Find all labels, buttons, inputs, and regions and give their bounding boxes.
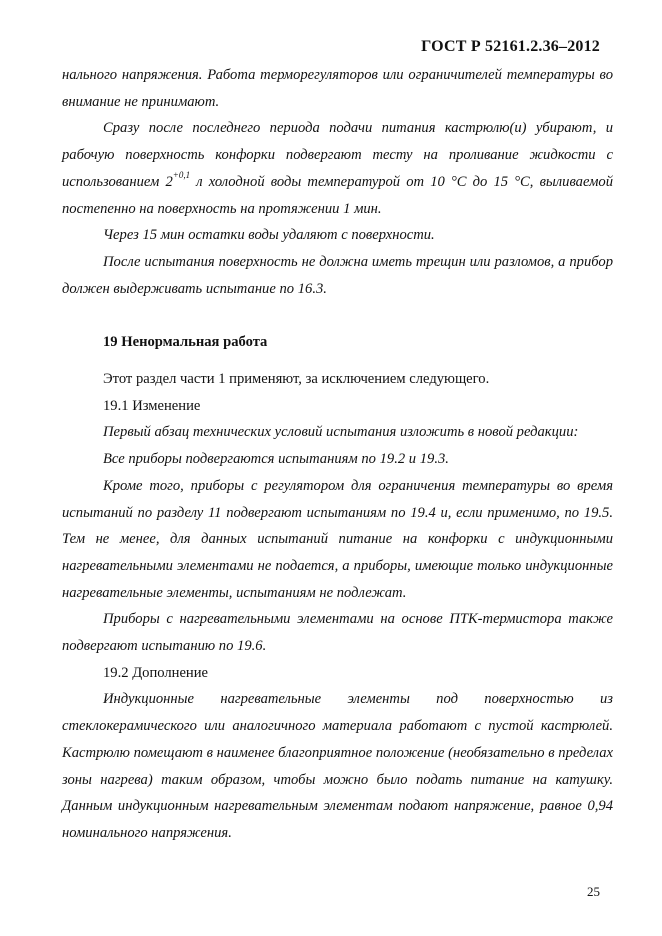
section-heading: 19 Ненормальная работа — [103, 334, 268, 351]
subsection-heading-addition: 19.2 Дополнение — [103, 664, 209, 681]
paragraph-first-paragraph-note: Первый абзац технических условий испытания изложить в новой редакции: — [103, 424, 579, 441]
paragraph-regulator-tests: Кроме того, приборы с регулятором для ограничения температуры во время испытаний по разделу 11 подвергают испытаниям по 19.4 и, если применимо, по 19.5. Тем не менее, для данных испытаний питание на конфорки с индукционными нагревательными элементами не подается, а приборы, имеющие только индукционные нагревательные элементы, испытаниям не подлежат. — [62, 477, 613, 601]
paragraph-after-test: После испытания поверхность не должна иметь трещин или разломов, а прибор должен выдерживать испытание по 16.3. — [62, 253, 613, 297]
paragraph-water-removal: Через 15 мин остатки воды удаляют с поверхности. — [103, 227, 435, 244]
paragraph-induction-elements: Индукционные нагревательные элементы под поверхностью из стеклокерамического или аналогичного материала работают с пустой кастрюлей. Кастрюлю помещают в наименее благоприятное положение (необязательно в пределах зоны нагрева) таким образом, чтобы можно было подать питание на катушку. Данным индукционным нагревательным элементам подают напряжение, равное 0,94 номинального напряжения. — [62, 691, 613, 841]
liquid-test-text-end: л холодной воды температурой от 10 °С до 15 °С, выливаемой постепенно на поверхность на протяжении 1 мин. — [62, 173, 614, 217]
paragraph-all-devices: Все приборы подвергаются испытаниям по 19.2 и 19.3. — [103, 451, 449, 468]
volume-tolerance: +0,1 — [172, 169, 191, 180]
paragraph-section-intro: Этот раздел части 1 применяют, за исключением следующего. — [103, 371, 490, 388]
standard-code-header: ГОСТ Р 52161.2.36–2012 — [421, 38, 600, 55]
document-body — [62, 62, 613, 847]
liquid-test-text-start: Сразу после последнего периода подачи питания кастрюлю(и) убирают, и рабочую поверхность конфорки подвергают тесту на проливание жидкости с использованием 2 — [62, 120, 613, 190]
paragraph-liquid-test — [62, 115, 613, 222]
subsection-heading-change: 19.1 Изменение — [103, 397, 201, 414]
page-number: 25 — [587, 884, 600, 899]
paragraph-ptc-thermistor: Приборы с нагревательными элементами на основе ПТК-термистора также подвергают испытанию по 19.6. — [62, 611, 613, 655]
section-gap — [62, 302, 613, 329]
paragraph-continuation: нального напряжения. Работа терморегуляторов или ограничителей температуры во внимание не принимают. — [62, 67, 613, 110]
